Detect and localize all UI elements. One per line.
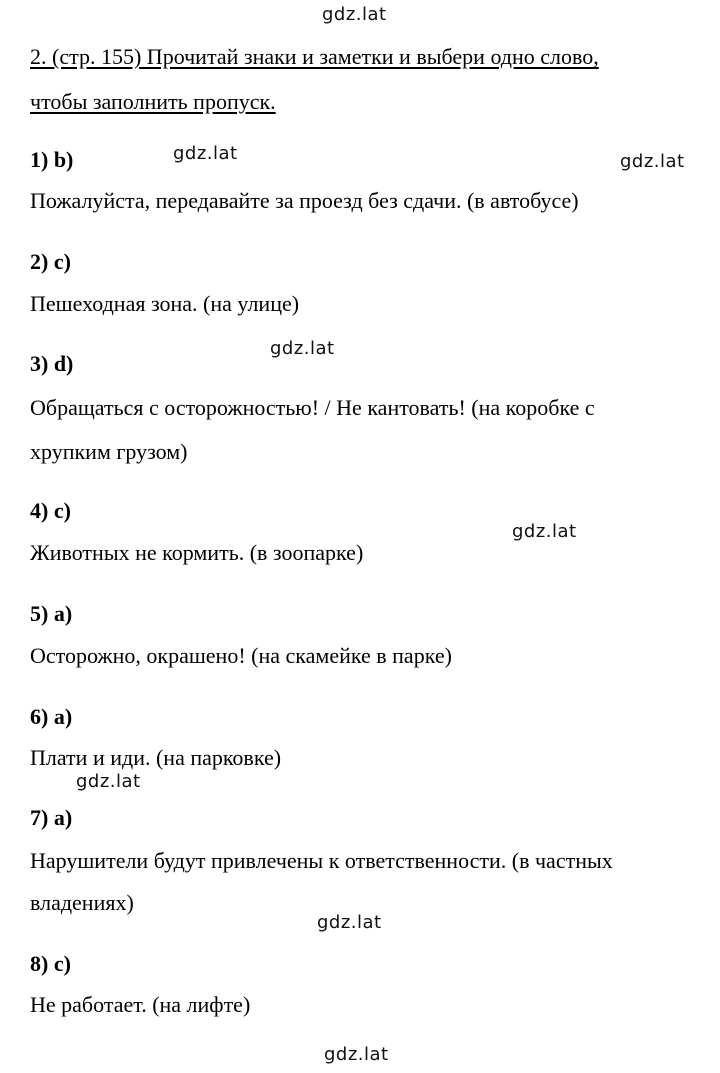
answer-label-6: 6) a) bbox=[30, 704, 73, 729]
answer-label-5: 5) a) bbox=[30, 601, 73, 626]
answer-text-2: Пешеходная зона. (на улице) bbox=[30, 291, 300, 316]
watermark: gdz.lat bbox=[76, 771, 141, 792]
watermark: gdz.lat bbox=[620, 151, 685, 172]
watermark: gdz.lat bbox=[324, 1044, 389, 1065]
watermark: gdz.lat bbox=[270, 338, 335, 359]
answer-text-8: Не работает. (на лифте) bbox=[30, 992, 251, 1017]
answer-label-4: 4) c) bbox=[30, 498, 71, 523]
watermark: gdz.lat bbox=[512, 521, 577, 542]
answer-text-7-line-1: Нарушители будут привлечены к ответственности. (в частных bbox=[30, 848, 613, 873]
answer-text-1: Пожалуйста, передавайте за проезд без сдачи. (в автобусе) bbox=[30, 188, 579, 213]
answer-text-4: Животных не кормить. (в зоопарке) bbox=[30, 540, 364, 565]
watermark: gdz.lat bbox=[173, 143, 238, 164]
answer-text-3-line-1: Обращаться с осторожностью! / Не кантовать! (на коробке с bbox=[30, 395, 595, 420]
answer-label-1: 1) b) bbox=[30, 147, 74, 172]
watermark: gdz.lat bbox=[322, 4, 387, 25]
answer-label-7: 7) a) bbox=[30, 805, 73, 830]
answer-text-6: Плати и иди. (на парковке) bbox=[30, 745, 282, 770]
answer-text-7-line-2: владениях) bbox=[30, 890, 134, 915]
answer-text-3-line-2: хрупким грузом) bbox=[30, 439, 188, 464]
answer-label-8: 8) c) bbox=[30, 951, 71, 976]
task-title-line-1: 2. (стр. 155) Прочитай знаки и заметки и выбери одно слово, bbox=[30, 44, 599, 69]
task-title-line-2: чтобы заполнить пропуск. bbox=[30, 89, 276, 114]
answer-label-3: 3) d) bbox=[30, 351, 74, 376]
answer-label-2: 2) c) bbox=[30, 249, 71, 274]
watermark: gdz.lat bbox=[317, 912, 382, 933]
answer-text-5: Осторожно, окрашено! (на скамейке в парке) bbox=[30, 643, 452, 668]
